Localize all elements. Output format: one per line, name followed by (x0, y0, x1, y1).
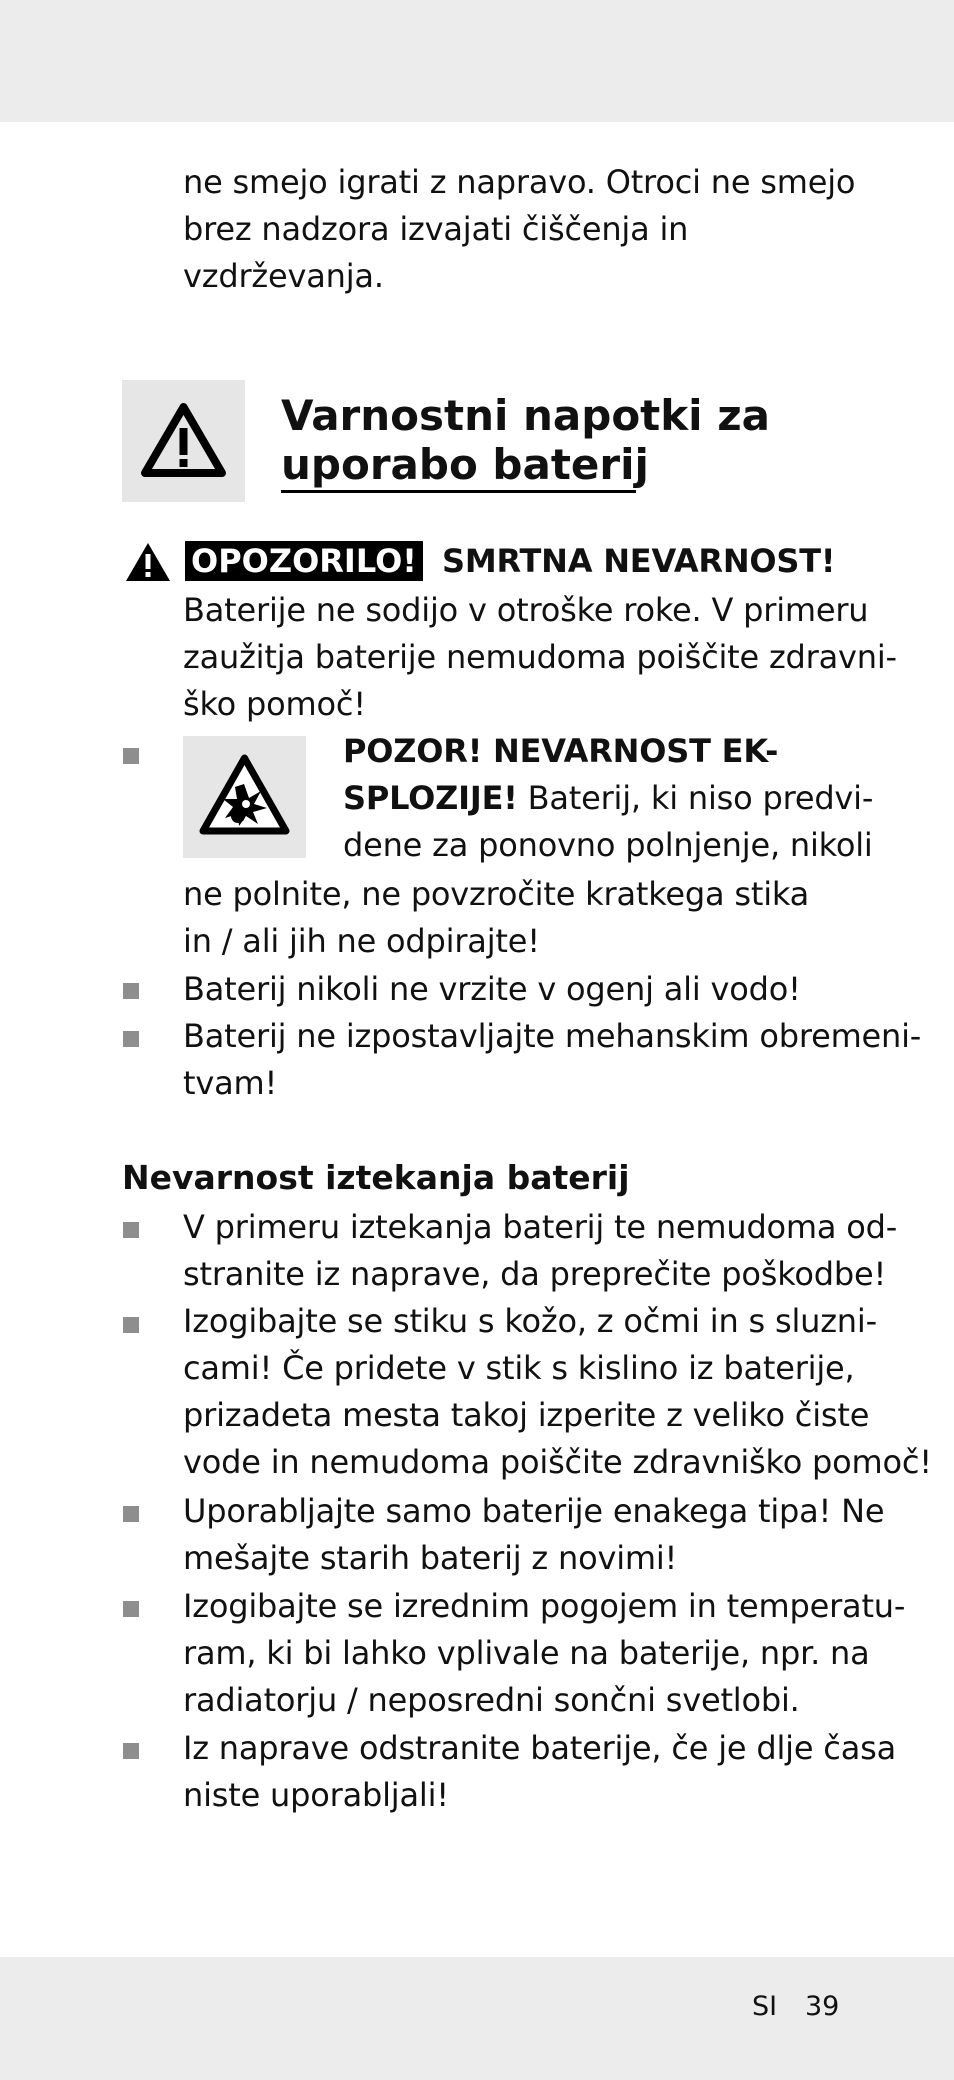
explosion-line (343, 775, 873, 822)
explosion-heading2: SPLOZIJE! (343, 779, 518, 817)
list-item: cami! Če pridete v stik s kislino iz baterije, (183, 1349, 855, 1387)
intro-line: vzdrževanja. (183, 257, 384, 295)
explosion-hazard-icon (183, 736, 306, 858)
warning-line: zaužitja baterije nemudoma poiščite zdravni- (183, 638, 897, 676)
intro-line: ne smejo igrati z napravo. Otroci ne smejo (183, 163, 856, 201)
warning-heading: SMRTNA NEVARNOST! (442, 542, 836, 580)
list-item: radiatorju / neposredni sončni svetlobi. (183, 1681, 800, 1719)
intro-line: brez nadzora izvajati čiščenja in (183, 210, 689, 248)
bullet-marker (123, 748, 139, 764)
warning-small-icon (124, 541, 172, 583)
list-item: Iz naprave odstranite baterije, če je dlje časa (183, 1729, 896, 1767)
bullet-marker (123, 1743, 139, 1759)
bullet-marker (123, 1601, 139, 1617)
section-title-underline (281, 490, 636, 493)
list-item: Izogibajte se izrednim pogojem in temperatu- (183, 1587, 906, 1625)
warning-line: ško pomoč! (183, 685, 366, 723)
explosion-icon-box (183, 736, 306, 858)
list-item: tvam! (183, 1064, 278, 1102)
list-item: Baterij nikoli ne vrzite v ogenj ali vodo! (183, 970, 801, 1008)
list-item: Uporabljajte samo baterije enakega tipa! Ne (183, 1492, 885, 1530)
section-icon-box (122, 380, 245, 502)
list-item: Baterij ne izpostavljajte mehanskim obremeni- (183, 1017, 922, 1055)
bullet-marker (123, 1506, 139, 1522)
top-band (0, 0, 954, 122)
bullet-marker (123, 1031, 139, 1047)
explosion-line: dene za ponovno polnjenje, nikoli (343, 826, 873, 864)
warning-line: Baterije ne sodijo v otroške roke. V primeru (183, 591, 869, 629)
list-item: Izogibajte se stiku s kožo, z očmi in s sluzni- (183, 1302, 877, 1340)
section-title-line1: Varnostni napotki za (281, 391, 770, 440)
list-item: V primeru iztekanja baterij te nemudoma od- (183, 1208, 898, 1246)
warning-label: OPOZORILO! (185, 541, 423, 581)
explosion-text: Baterij, ki niso predvi- (517, 779, 874, 817)
leak-heading: Nevarnost iztekanja baterij (122, 1158, 630, 1197)
list-item: vode in nemudoma poiščite zdravniško pomoč! (183, 1443, 932, 1481)
explosion-line: in / ali jih ne odpirajte! (183, 922, 540, 960)
page-number: 39 (805, 1991, 840, 2022)
bullet-marker (123, 1317, 139, 1333)
list-item: stranite iz naprave, da preprečite poškodbe! (183, 1255, 887, 1293)
section-title-line2: uporabo baterij (281, 440, 649, 489)
explosion-heading: POZOR! NEVARNOST EK- (343, 732, 779, 770)
explosion-line: ne polnite, ne povzročite kratkega stika (183, 875, 810, 913)
footer-lang: SI (752, 1991, 778, 2022)
list-item: mešajte starih baterij z novimi! (183, 1539, 678, 1577)
bullet-marker (123, 1222, 139, 1238)
list-item: ram, ki bi lahko vplivale na baterije, npr. na (183, 1634, 870, 1672)
list-item: niste uporabljali! (183, 1776, 449, 1814)
warning-triangle-icon (122, 380, 245, 502)
bullet-marker (123, 983, 139, 999)
list-item: prizadeta mesta takoj izperite z veliko čiste (183, 1396, 870, 1434)
